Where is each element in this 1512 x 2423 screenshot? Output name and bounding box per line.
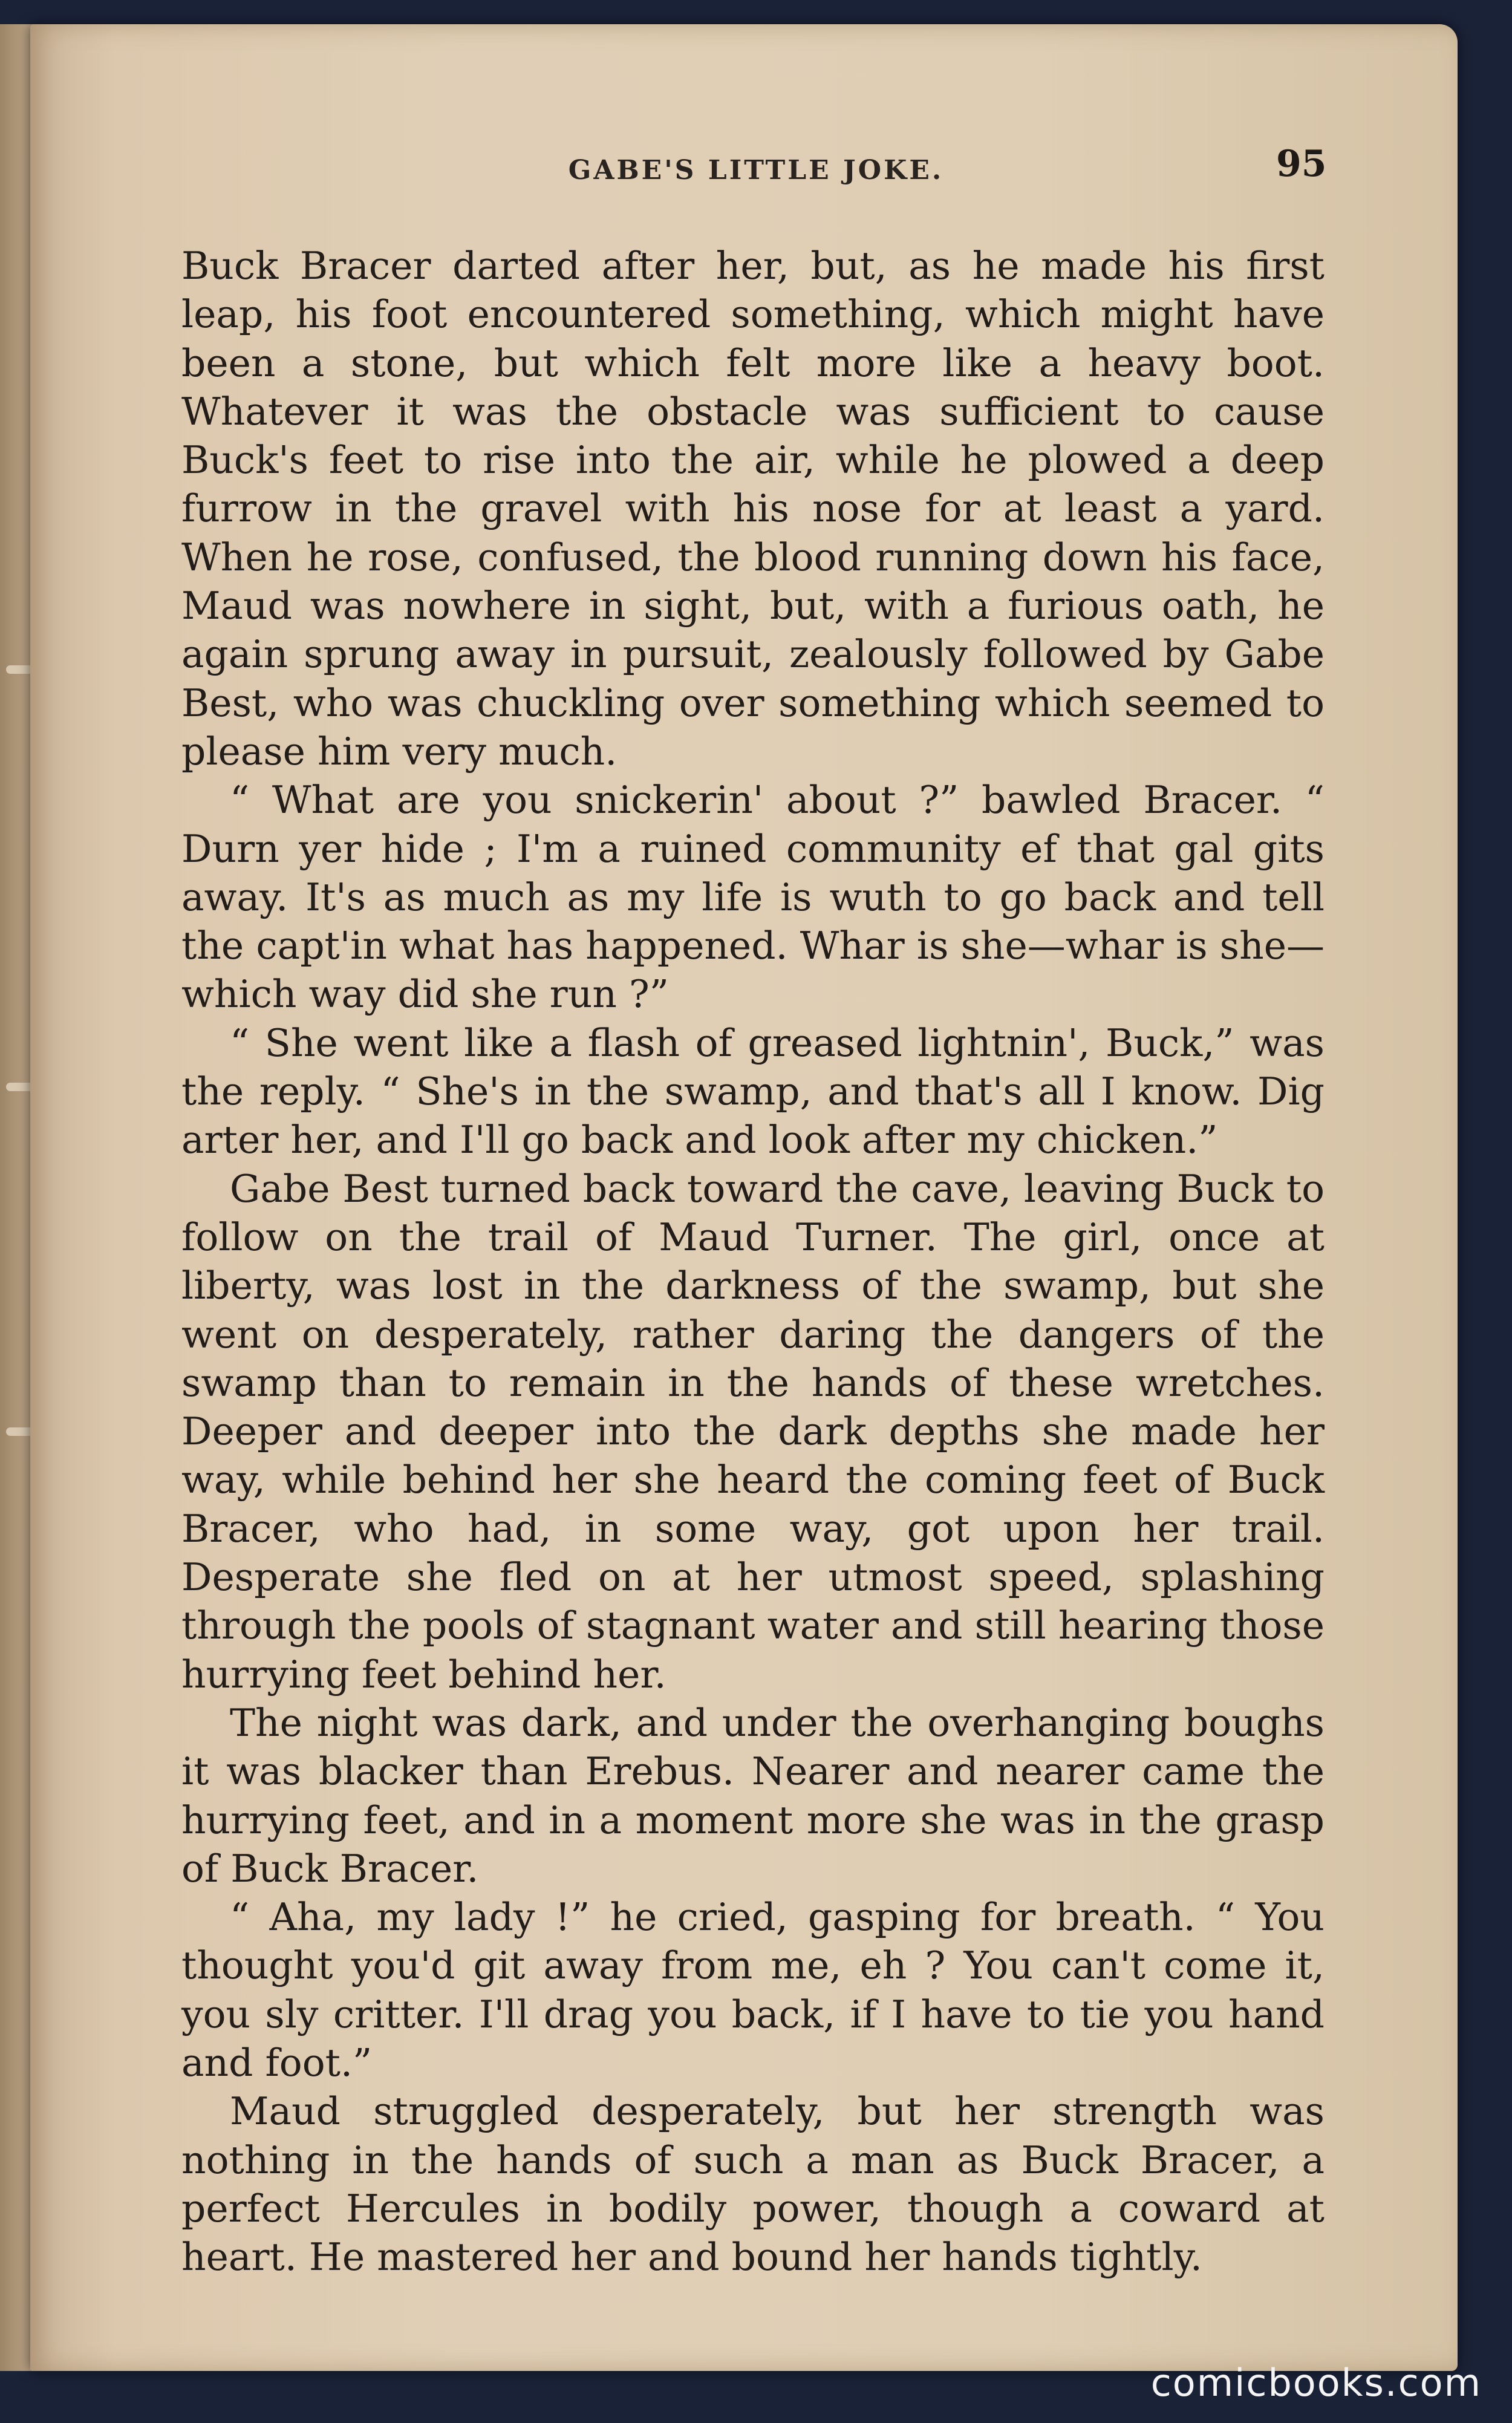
paragraph: Gabe Best turned back toward the cave, leaving Buck to follow on the trail of Maud Turner. The girl, once at liberty, was lost in the darkness of the swamp, but she went on desperately, rather daring the dangers of the swamp than to remain in the hands of these wretches. Deeper and deeper into the dark depths she made her way, while behind her she heard the coming feet of Buck Bracer, who had, in some way, got upon her trail. Desperate she fled on at her utmost speed, splashing through the pools of stagnant water and still hearing those hurrying feet behind her. bbox=[181, 1166, 1325, 1697]
paragraph: Maud struggled desperately, but her strength was nothing in the hands of such a man as Buck Bracer, a perfect Hercules in bodily power, though a coward at heart. He mastered her and bound her hands tightly. bbox=[181, 2089, 1325, 2280]
paragraph: The night was dark, and under the overhanging boughs it was blacker than Erebus. Nearer and nearer came the hurrying feet, and in a moment more she was in the grasp of Buck Bracer. bbox=[181, 1700, 1325, 1891]
page-number: 95 bbox=[1276, 143, 1327, 185]
body-text bbox=[181, 242, 1325, 2281]
paragraph: Buck Bracer darted after her, but, as he made his first leap, his foot encountered something, which might have been a stone, but which felt more like a heavy boot. Whatever it was the obstacle was sufficient to cause Buck's feet to rise into the air, while he plowed a deep furrow in the gravel with his nose for at least a yard. When he rose, confused, the blood running down his face, Maud was nowhere in sight, but, with a furious oath, he again sprung away in pursuit, zealously followed by Gabe Best, who was chuckling over something which seemed to please him very much. bbox=[181, 244, 1325, 774]
paragraph: “ Aha, my lady !” he cried, gasping for breath. “ You thought you'd git away from me, eh ? You can't come it, you sly critter. I'll drag you back, if I have to tie you hand and foot.” bbox=[181, 1895, 1325, 2085]
paragraph: “ What are you snickerin' about ?” bawled Bracer. “ Durn yer hide ; I'm a ruined community ef that gal gits away. It's as much as my life is wuth to go back and tell the capt'in what has happened. Whar is she—whar is she—which way did she run ?” bbox=[181, 778, 1325, 1017]
paragraph: “ She went like a flash of greased lightnin', Buck,” was the reply. “ She's in the swamp, and that's all I know. Dig arter her, and I'll go back and look after my chicken.” bbox=[181, 1020, 1325, 1163]
watermark: comicbooks.com bbox=[1150, 2361, 1482, 2405]
running-head: GABE'S LITTLE JOKE. bbox=[568, 155, 944, 186]
